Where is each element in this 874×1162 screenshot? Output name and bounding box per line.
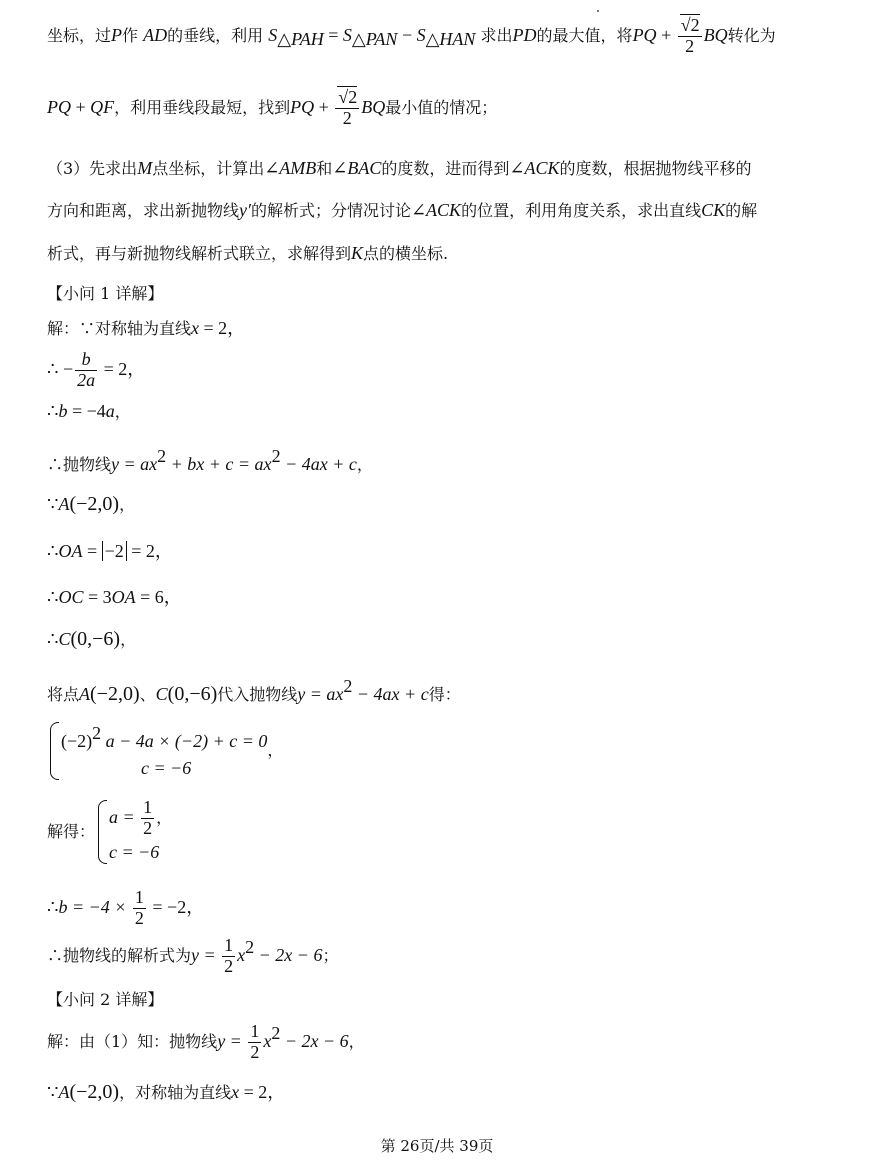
math-expr: ∴ [47, 587, 59, 607]
text: 的度数，根据抛物线平移的 [559, 159, 752, 178]
math-PQ: PQ [632, 24, 657, 45]
fraction [335, 88, 359, 129]
text: ， [267, 740, 284, 760]
math-expr: + bx + c = ax [166, 454, 272, 474]
fraction-denominator: 2 [685, 35, 695, 56]
math-coords: (−2,0) [90, 683, 140, 705]
text-line-4 [47, 200, 757, 222]
text: 的位置，利用角度关系，求出直线 [461, 201, 702, 220]
math-expr: = 2， [239, 1082, 286, 1102]
math-angle: ∠ACK [410, 200, 462, 220]
math-BQ: BQ [703, 24, 728, 45]
text: 析式，再与新抛物线解析式联立，求解得到 [47, 244, 352, 263]
math-P: P [111, 24, 123, 45]
math-expr: = 3 [83, 587, 112, 607]
math-a: a [105, 401, 115, 421]
math-expr: ∴ [47, 401, 59, 421]
math-expr: = −4 [67, 401, 106, 421]
math-sub: △PAN [351, 28, 398, 49]
step-parabola-result [47, 936, 338, 977]
fraction [75, 350, 97, 391]
math-expr: = −2， [147, 896, 205, 917]
fraction-denominator: 2 [224, 955, 234, 976]
math-expr: a = [109, 806, 140, 827]
math-angle: ∠BAC [332, 158, 382, 178]
math-expr: − 4ax + c [352, 684, 429, 704]
math-BQ: BQ [361, 96, 386, 117]
fraction-denominator: 2 [143, 817, 153, 838]
math-expr: ∴ [47, 541, 59, 561]
math-sub: △HAN [425, 28, 476, 49]
text-line-5 [47, 243, 448, 265]
text: 代入抛物线 [217, 685, 298, 704]
math-PQ: PQ [290, 96, 315, 117]
text: 得： [428, 685, 461, 704]
fraction-numerator: 1 [250, 1021, 260, 1041]
math-exponent: 2 [245, 936, 255, 957]
text: 将点 [47, 685, 80, 704]
math-K: K [351, 243, 364, 263]
math-expr: y = ax [297, 684, 344, 704]
math-absolute-value: −2 [102, 541, 127, 561]
math-expr: ∴ [47, 629, 59, 649]
math-y-prime: y′ [239, 200, 251, 220]
math-S: S [416, 24, 426, 45]
math-coords: (−2,0) [69, 1081, 120, 1103]
sqrt: √2 [338, 87, 358, 107]
fraction [133, 888, 146, 929]
math-expr: c = −6 [141, 758, 192, 778]
fraction-numerator [678, 16, 702, 37]
math-exponent: 2 [92, 723, 102, 743]
math-expr: b = −4 × [58, 896, 131, 917]
math-angle: ∠ACK [509, 158, 560, 178]
text: 作 [122, 25, 139, 45]
section-heading-1: 【小问 1 详解】 [47, 284, 164, 303]
text: ， [348, 1031, 365, 1051]
math-op: + [71, 96, 91, 117]
math-exponent: 2 [343, 676, 353, 696]
step-substitute [47, 676, 461, 706]
text: ，对称轴为直线 [119, 1083, 232, 1102]
step-symmetry-axis [47, 318, 245, 340]
math-expr: = [82, 541, 102, 561]
math-QF: QF [90, 96, 115, 117]
math-A: A [79, 684, 91, 704]
text: 的最大值，将 [536, 25, 633, 45]
step-b-over-2a [47, 350, 145, 391]
step-b-equals [47, 401, 131, 423]
step-point-C [47, 627, 136, 651]
text: ∴抛物线 [47, 455, 112, 474]
math-op: + [314, 96, 334, 117]
fraction-numerator [335, 88, 359, 109]
brace-system [47, 720, 267, 782]
math-A: A [58, 494, 70, 514]
text: 解：由（1）知：抛物线 [47, 1031, 218, 1051]
math-coords: (0,−6) [167, 683, 218, 705]
math-expr: ∴ [47, 896, 59, 917]
math-expr: − 2x − 6 [254, 944, 323, 965]
math-CK: CK [701, 200, 726, 220]
math-expr: ∵ [47, 1082, 59, 1102]
math-PQ: PQ [47, 96, 71, 117]
text-line-3 [47, 158, 752, 180]
text: ， [114, 402, 131, 421]
section-heading-2: 【小问 2 详解】 [47, 990, 164, 1009]
math-coords: (0,−6) [70, 628, 121, 650]
math-x: x [191, 318, 200, 338]
fraction [141, 798, 154, 839]
step-point-A [47, 492, 135, 516]
fraction-numerator: 1 [224, 935, 234, 955]
math-op: = [323, 24, 343, 45]
math-expr: ∴ − [47, 358, 74, 379]
step-OC [47, 587, 182, 609]
math-C: C [58, 629, 71, 649]
text: 的垂线，利用 [167, 25, 264, 45]
text: 的度数，进而得到 [381, 159, 510, 178]
text: ∴抛物线的解析式为 [47, 945, 192, 965]
fraction-denominator: 2a [77, 369, 96, 390]
math-expr: = 2， [199, 318, 246, 338]
fraction-numerator: 1 [134, 887, 144, 907]
math-b: b [58, 401, 68, 421]
math-AD: AD [143, 24, 168, 45]
math-S: S [342, 24, 352, 45]
text: ， [156, 807, 173, 827]
step-parabola-form [47, 446, 373, 476]
fraction [222, 936, 235, 977]
equation-system-2 [47, 798, 172, 866]
fraction-denominator: 2 [250, 1041, 260, 1062]
text-line-1 [47, 16, 776, 57]
text: 转化为 [727, 25, 776, 45]
text: 点的横坐标. [363, 244, 449, 263]
math-expr: = 2， [126, 541, 173, 561]
fraction-numerator: b [75, 350, 97, 371]
math-angle: ∠AMB [264, 158, 317, 178]
text: ， [120, 630, 137, 649]
text: 、 [139, 685, 156, 704]
math-expr: − 2x − 6 [280, 1030, 349, 1051]
fraction-numerator: 1 [143, 797, 153, 817]
text: 最小值的情况； [385, 97, 498, 117]
step-b-value [47, 888, 204, 929]
math-S: S [268, 24, 278, 45]
system-row-2 [61, 755, 267, 782]
step-recall-parabola [47, 1022, 365, 1063]
fraction-denominator: 2 [134, 907, 144, 928]
text: ，利用垂线段最短，找到 [114, 97, 291, 117]
text: ， [356, 455, 373, 474]
math-op: + [656, 24, 676, 45]
text: 的解析式；分情况讨论 [250, 201, 411, 220]
math-expr: (−2) [61, 731, 93, 751]
system-row-2 [109, 839, 172, 866]
text-line-2 [47, 88, 497, 129]
math-expr: a − 4a × (−2) + c = 0 [101, 731, 268, 751]
math-OA: OA [111, 587, 136, 607]
system-row-1 [61, 720, 267, 755]
text: 坐标，过 [47, 25, 112, 45]
text: 方向和距离，求出新抛物线 [47, 201, 240, 220]
fraction [678, 16, 702, 57]
math-A: A [58, 1082, 70, 1102]
math-sub: △PAH [277, 28, 324, 49]
text: 的解 [725, 201, 758, 220]
step-OA [47, 541, 173, 563]
text: ； [322, 945, 339, 965]
math-expr: y = ax [111, 454, 158, 474]
math-expr: c = −6 [109, 841, 160, 862]
math-expr: = 2， [99, 358, 146, 379]
math-expr: − 4ax + c [280, 454, 357, 474]
math-C: C [155, 684, 168, 704]
math-M: M [137, 158, 153, 178]
system-row-1 [109, 798, 172, 839]
page-footer: 第 26页/共 39页 [380, 1137, 494, 1155]
text: （3）先求出 [47, 159, 138, 178]
math-op: − [397, 24, 417, 45]
math-expr: ∵ [47, 494, 59, 514]
text: ， [119, 495, 136, 514]
text: 和 [316, 159, 333, 178]
math-x: x [237, 944, 246, 965]
text: 解：∵对称轴为直线 [47, 319, 192, 338]
brace-system [95, 798, 172, 866]
fraction-denominator: 2 [342, 107, 352, 128]
math-x: x [263, 1030, 272, 1051]
math-coords: (−2,0) [69, 493, 120, 515]
text: 求出 [480, 25, 513, 45]
sqrt: √2 [680, 15, 700, 35]
math-exponent: 2 [271, 446, 281, 466]
math-x: x [231, 1082, 240, 1102]
math-expr: = 6， [135, 587, 182, 607]
text: 解得： [47, 822, 96, 842]
fraction [248, 1022, 261, 1063]
text: 点坐标，计算出 [152, 159, 265, 178]
math-exponent: 2 [271, 1022, 281, 1043]
equation-system-1 [47, 720, 283, 782]
math-expr: y = [217, 1030, 247, 1051]
scan-dot [597, 10, 599, 12]
math-OA: OA [58, 541, 83, 561]
math-exponent: 2 [157, 446, 167, 466]
step-A-and-axis [47, 1080, 285, 1104]
math-PD: PD [512, 24, 537, 45]
math-OC: OC [58, 587, 84, 607]
math-expr: y = [191, 944, 221, 965]
